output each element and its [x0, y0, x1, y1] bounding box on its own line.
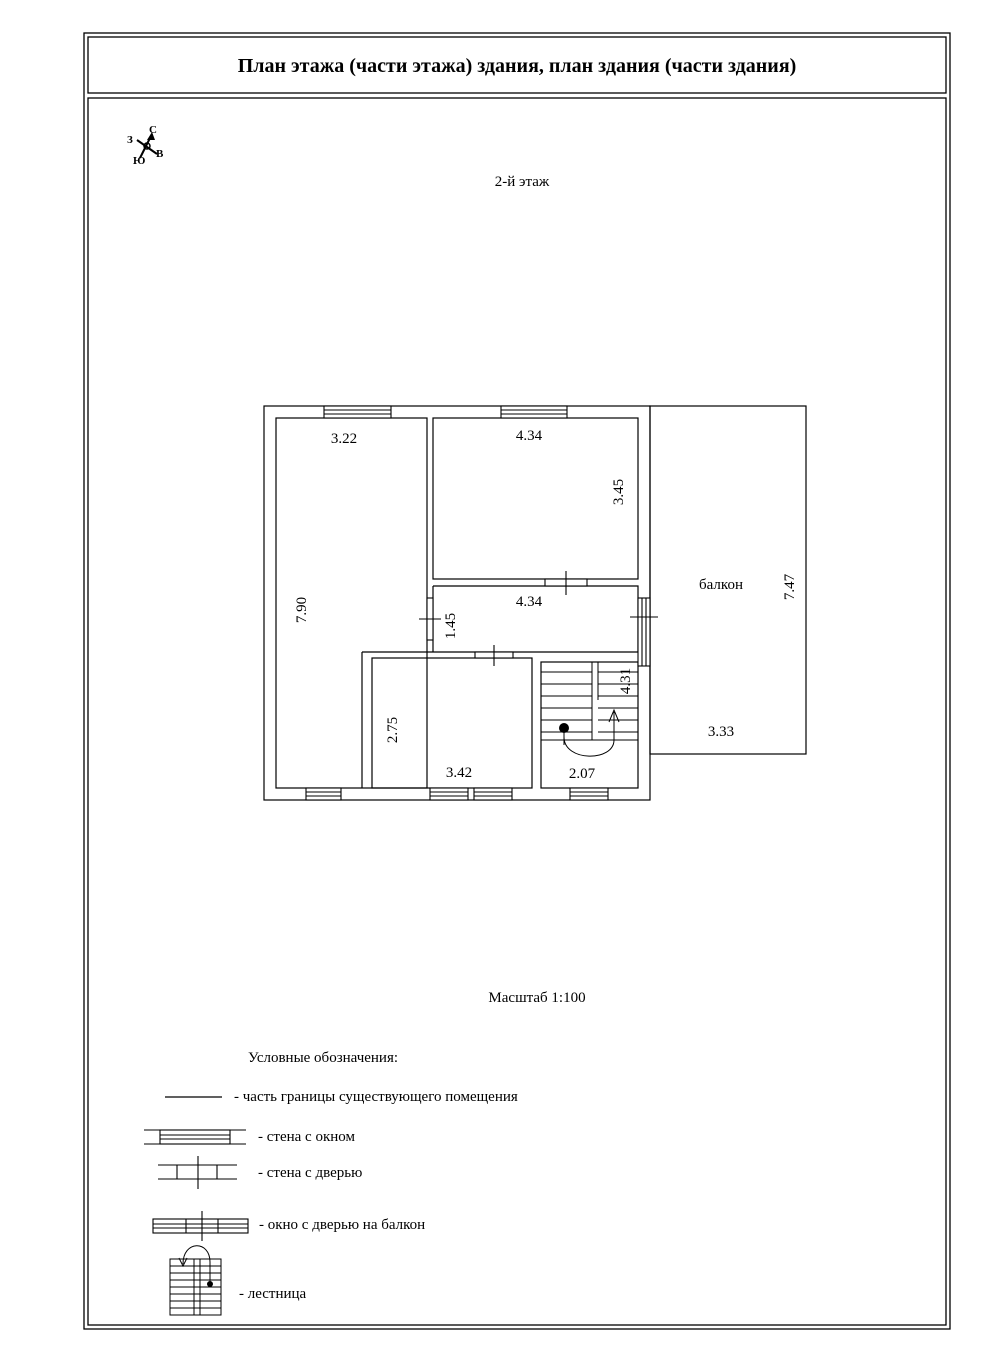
- dim-corridor-height: 1.45: [443, 612, 459, 640]
- window-bottom-4: [570, 788, 608, 800]
- compass-north: С: [149, 124, 157, 136]
- wall-door-icon: [158, 1156, 237, 1189]
- wall-window-icon: [144, 1130, 246, 1144]
- dim-top-room-height: 3.45: [611, 478, 627, 506]
- legend-item-label: - часть границы существующего помещения: [234, 1089, 518, 1105]
- balcony-window-door-icon: [153, 1211, 248, 1241]
- legend-title: Условные обозначения:: [248, 1050, 399, 1066]
- window-bottom-2: [430, 788, 468, 800]
- stairs-start-dot: [559, 723, 569, 733]
- balcony-window-door: [630, 598, 658, 666]
- dim-left-room-height: 7.90: [294, 596, 310, 624]
- page-title: План этажа (части этажа) здания, план здания (части здания): [237, 55, 797, 77]
- compass-west: З: [127, 134, 133, 146]
- window-top-right: [501, 406, 567, 418]
- legend-item-label: - окно с дверью на балкон: [259, 1217, 426, 1233]
- legend-item-label: - стена с дверью: [258, 1165, 363, 1181]
- stairs-icon: [170, 1246, 221, 1315]
- dim-left-room-width: 3.22: [330, 431, 358, 447]
- door-left-room: [419, 598, 441, 640]
- scale-label: Масштаб 1:100: [488, 990, 586, 1006]
- dim-balcony-height: 7.47: [782, 573, 798, 601]
- compass-south: Ю: [133, 155, 146, 167]
- dim-bottom-room-height: 2.75: [385, 716, 401, 744]
- body-box: [88, 98, 946, 1325]
- dim-stair-width: 2.07: [568, 766, 596, 782]
- dim-bottom-room-width: 3.42: [445, 765, 473, 781]
- legend-item-label: - стена с окном: [258, 1129, 355, 1145]
- dim-stair-height: 4.31: [618, 667, 634, 695]
- door-top-room: [545, 571, 587, 595]
- legend: [144, 1050, 518, 1315]
- legend-item-label: - лестница: [239, 1286, 307, 1302]
- window-bottom-1: [306, 788, 341, 800]
- compass-east: В: [156, 148, 164, 160]
- window-bottom-3: [474, 788, 512, 800]
- door-bottom-room: [475, 645, 513, 666]
- outer-wall: [264, 406, 650, 800]
- dim-top-room-width: 4.34: [515, 428, 543, 444]
- balcony-label: балкон: [699, 577, 743, 593]
- dim-corridor-width: 4.34: [515, 594, 543, 610]
- dim-balcony-width: 3.33: [707, 724, 735, 740]
- window-top-left: [324, 406, 391, 418]
- compass-rose-icon: [127, 124, 164, 167]
- windows: [306, 406, 658, 800]
- floor-label: 2-й этаж: [494, 174, 550, 190]
